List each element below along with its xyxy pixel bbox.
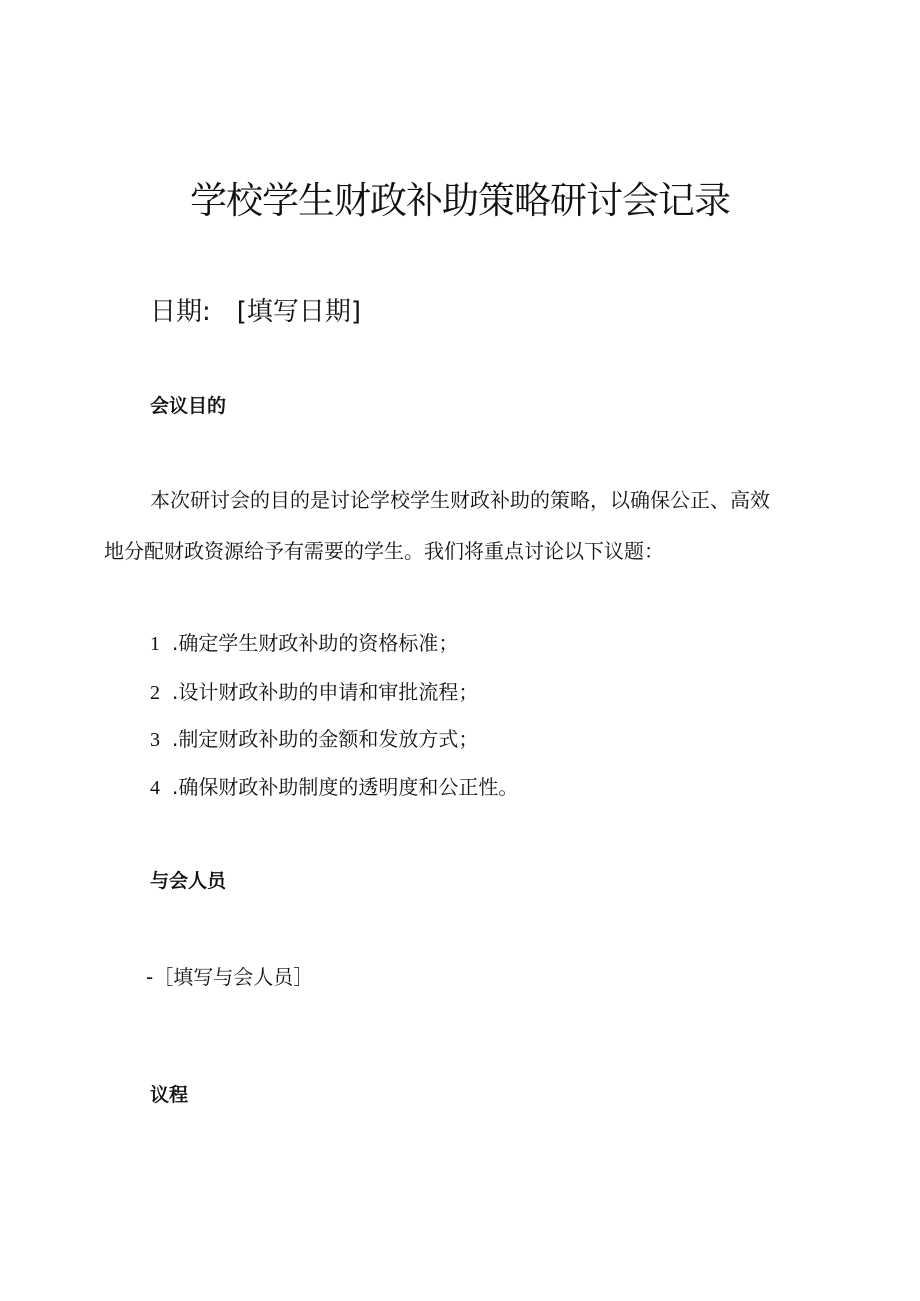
date-label: 日期:: [150, 297, 211, 327]
date-line: [150, 292, 361, 332]
purpose-heading: 会议目的: [150, 395, 227, 417]
topic-number: 4: [150, 777, 160, 799]
purpose-paragraph-line-1: 本次研讨会的目的是讨论学校学生财政补助的策略，以确保公正、高效: [150, 488, 770, 512]
date-value: [填写日期]: [236, 297, 362, 327]
topic-text: .确定学生财政补助的资格标准；: [172, 631, 459, 655]
topic-number: 1: [150, 633, 160, 655]
topic-item-3: [150, 724, 478, 755]
topic-number: 3: [150, 729, 160, 751]
topic-text: .确保财政补助制度的透明度和公正性。: [172, 775, 519, 799]
topic-item-2: [150, 677, 478, 708]
agenda-heading: 议程: [150, 1084, 189, 1106]
attendees-heading: 与会人员: [150, 870, 227, 892]
document-title: 学校学生财政补助策略研讨会记录: [190, 179, 730, 222]
topic-number: 2: [150, 682, 160, 704]
topic-text: .制定财政补助的金额和发放方式；: [172, 727, 479, 751]
topic-item-4: [150, 772, 518, 803]
attendees-item: -［填写与会人员］: [146, 965, 314, 989]
purpose-paragraph-line-2: 地分配财政资源给予有需要的学生。我们将重点讨论以下议题：: [104, 539, 664, 563]
topic-text: .设计财政补助的申请和审批流程；: [172, 680, 479, 704]
topic-item-1: [150, 628, 458, 659]
